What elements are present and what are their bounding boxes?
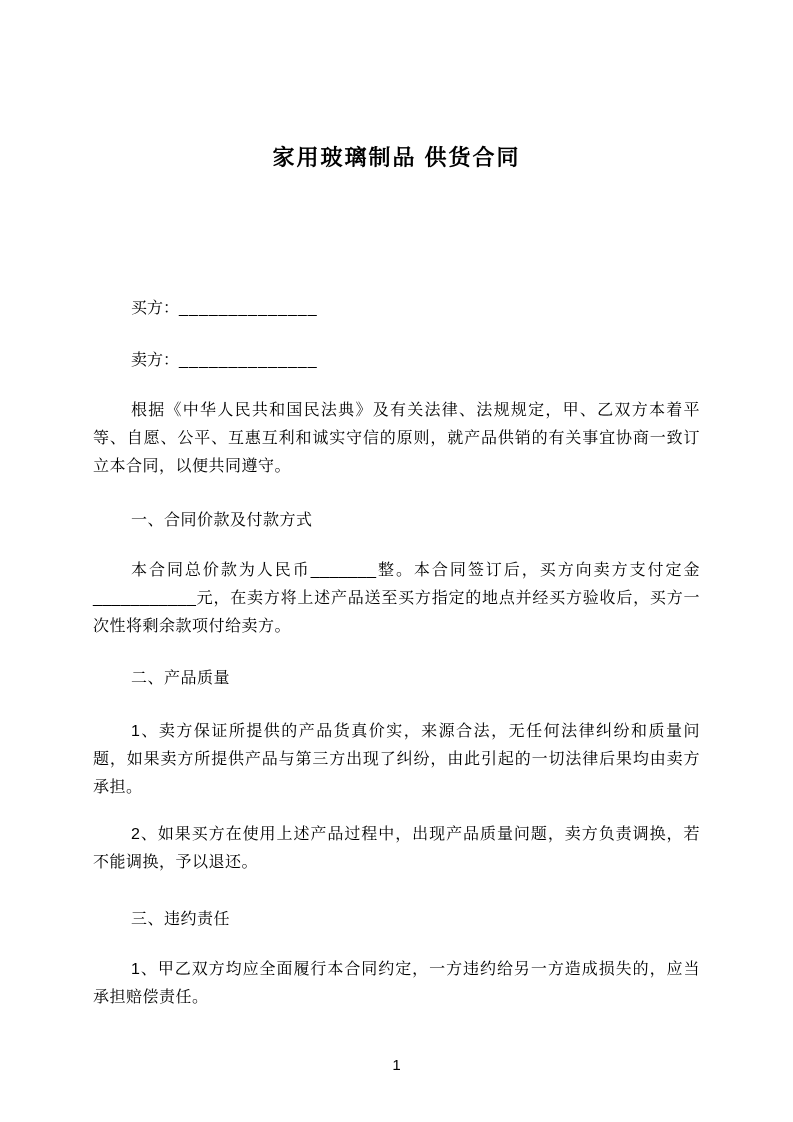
- section-1-heading: 一、合同价款及付款方式: [131, 512, 313, 529]
- preamble-paragraph: 根据《中华人民共和国民法典》及有关法律、法规规定，甲、乙双方本着平等、自愿、公平、互惠互利和诚实守信的原则，就产品供销的有关事宜协商一致订立本合同，以便共同遵守。: [93, 402, 700, 475]
- document-title: 家用玻璃制品 供货合同: [272, 145, 521, 170]
- section-2-heading: 二、产品质量: [131, 670, 231, 687]
- buyer-line: [93, 295, 700, 323]
- section-1-paragraph-1: 本合同总价款为人民币_______整。本合同签订后，买方向卖方支付定金___________元，在卖方将上述产品送至买方指定的地点并经买方验收后，买方一次性将剩余款项付给卖方。: [93, 562, 700, 635]
- page-number: 1: [392, 1057, 401, 1074]
- buyer-label: 买方：: [131, 300, 180, 317]
- seller-line: [93, 347, 700, 375]
- seller-blank-field: ______________: [179, 352, 318, 369]
- seller-label: 卖方：: [131, 352, 180, 369]
- section-2-paragraph-1: 1、卖方保证所提供的产品货真价实，来源合法，无任何法律纠纷和质量问题，如果卖方所提供产品与第三方出现了纠纷，由此引起的一切法律后果均由卖方承担。: [93, 723, 700, 796]
- section-2-paragraph-2: 2、如果买方在使用上述产品过程中，出现产品质量问题，卖方负责调换，若不能调换，予以退还。: [93, 826, 700, 871]
- section-3-heading: 三、违约责任: [131, 911, 231, 928]
- buyer-blank-field: ______________: [179, 300, 318, 317]
- section-3-paragraph-1: 1、甲乙双方均应全面履行本合同约定，一方违约给另一方造成损失的，应当承担赔偿责任。: [93, 961, 700, 1006]
